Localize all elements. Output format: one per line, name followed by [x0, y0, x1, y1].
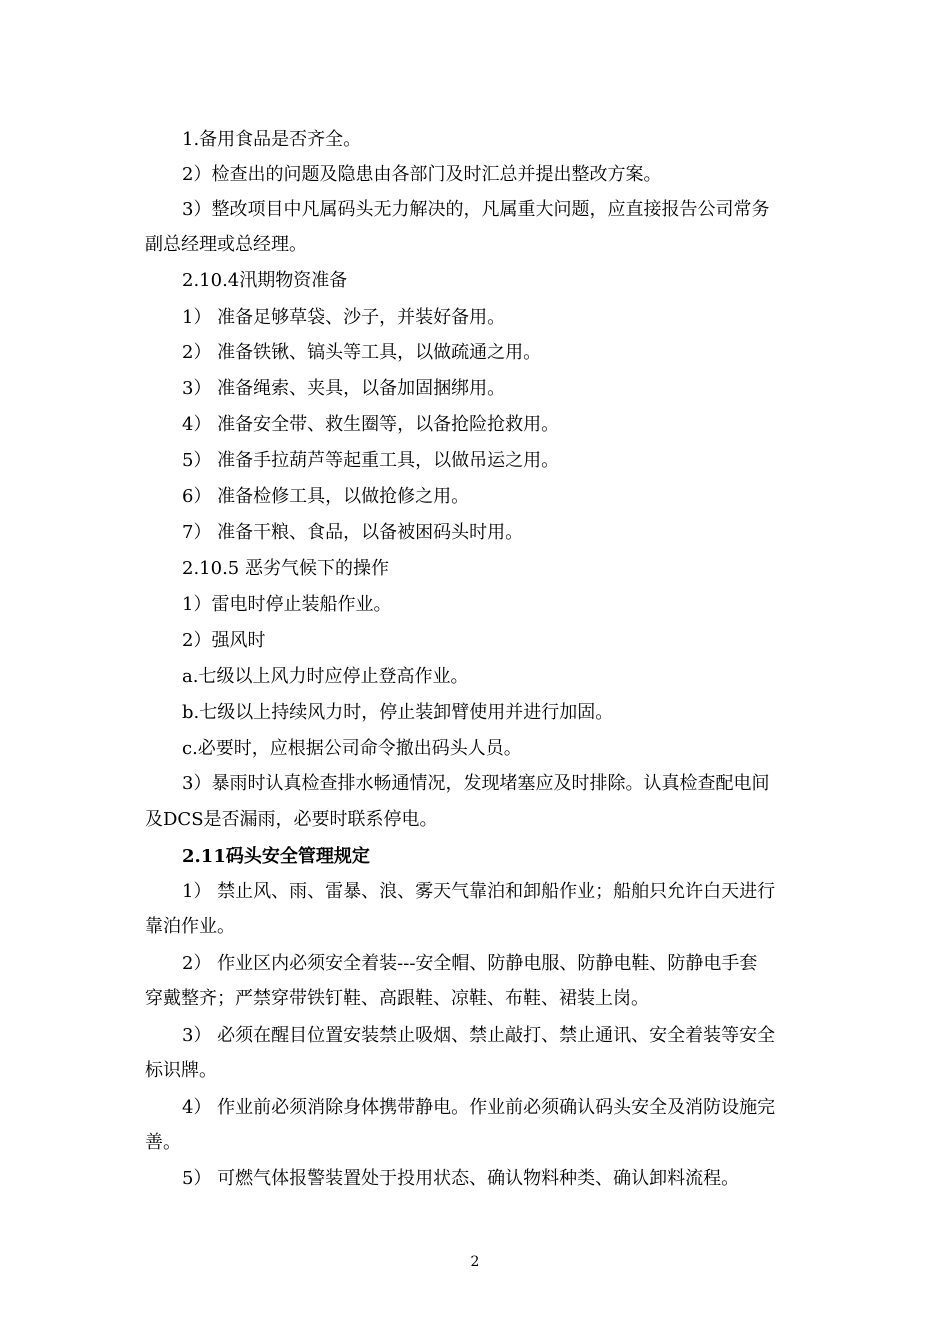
paragraph-line: 善。: [145, 1132, 181, 1153]
list-item: 5） 准备手拉葫芦等起重工具，以做吊运之用。: [182, 450, 560, 471]
list-item: 1） 准备足够草袋、沙子，并装好备用。: [182, 307, 506, 328]
list-item: 1）雷电时停止装船作业。: [182, 594, 392, 615]
list-item: 3） 准备绳索、夹具，以备加固捆绑用。: [182, 378, 506, 399]
paragraph-line: 副总经理或总经理。: [145, 234, 307, 255]
list-item: 2） 准备铁锹、镐头等工具，以做疏通之用。: [182, 342, 542, 363]
list-item: 7） 准备干粮、食品，以备被困码头时用。: [182, 522, 524, 543]
list-item: a.七级以上风力时应停止登高作业。: [182, 666, 469, 687]
page-number: 2: [470, 1254, 480, 1270]
section-heading: 2.10.4汛期物资准备: [182, 270, 348, 291]
paragraph-line: 3）暴雨时认真检查排水畅通情况，发现堵塞应及时排除。认真检查配电间: [182, 773, 770, 794]
paragraph-line: 3）整改项目中凡属码头无力解决的，凡属重大问题，应直接报告公司常务: [182, 199, 770, 220]
paragraph-line: 标识牌。: [145, 1060, 217, 1081]
list-item: 2）强风时: [182, 630, 266, 651]
paragraph-line: 穿戴整齐；严禁穿带铁钉鞋、高跟鞋、凉鞋、布鞋、裙装上岗。: [145, 988, 649, 1009]
list-item: 6） 准备检修工具，以做抢修之用。: [182, 486, 470, 507]
paragraph-line: 靠泊作业。: [145, 916, 235, 937]
paragraph-line: 1） 禁止风、雨、雷暴、浪、雾天气靠泊和卸船作业；船舶只允许白天进行: [182, 881, 776, 902]
paragraph-line: 4） 作业前必须消除身体携带静电。作业前必须确认码头安全及消防设施完: [182, 1097, 776, 1118]
paragraph-line: 5） 可燃气体报警装置处于投用状态、确认物料种类、确认卸料流程。: [182, 1168, 740, 1189]
paragraph-line: 1.备用食品是否齐全。: [182, 129, 362, 150]
paragraph-line: 2） 作业区内必须安全着装---安全帽、防静电服、防静电鞋、防静电手套: [182, 953, 758, 974]
section-heading: 2.11码头安全管理规定: [182, 846, 370, 867]
paragraph-line: 3） 必须在醒目位置安装禁止吸烟、禁止敲打、禁止通讯、安全着装等安全: [182, 1025, 776, 1046]
paragraph-line: 及DCS是否漏雨，必要时联系停电。: [145, 809, 438, 830]
paragraph-line: 2）检查出的问题及隐患由各部门及时汇总并提出整改方案。: [182, 164, 662, 185]
section-heading: 2.10.5 恶劣气候下的操作: [182, 558, 389, 579]
list-item: b.七级以上持续风力时，停止装卸臂使用并进行加固。: [182, 702, 614, 723]
list-item: 4） 准备安全带、救生圈等，以备抢险抢救用。: [182, 414, 560, 435]
list-item: c.必要时，应根据公司命令撤出码头人员。: [182, 738, 522, 759]
